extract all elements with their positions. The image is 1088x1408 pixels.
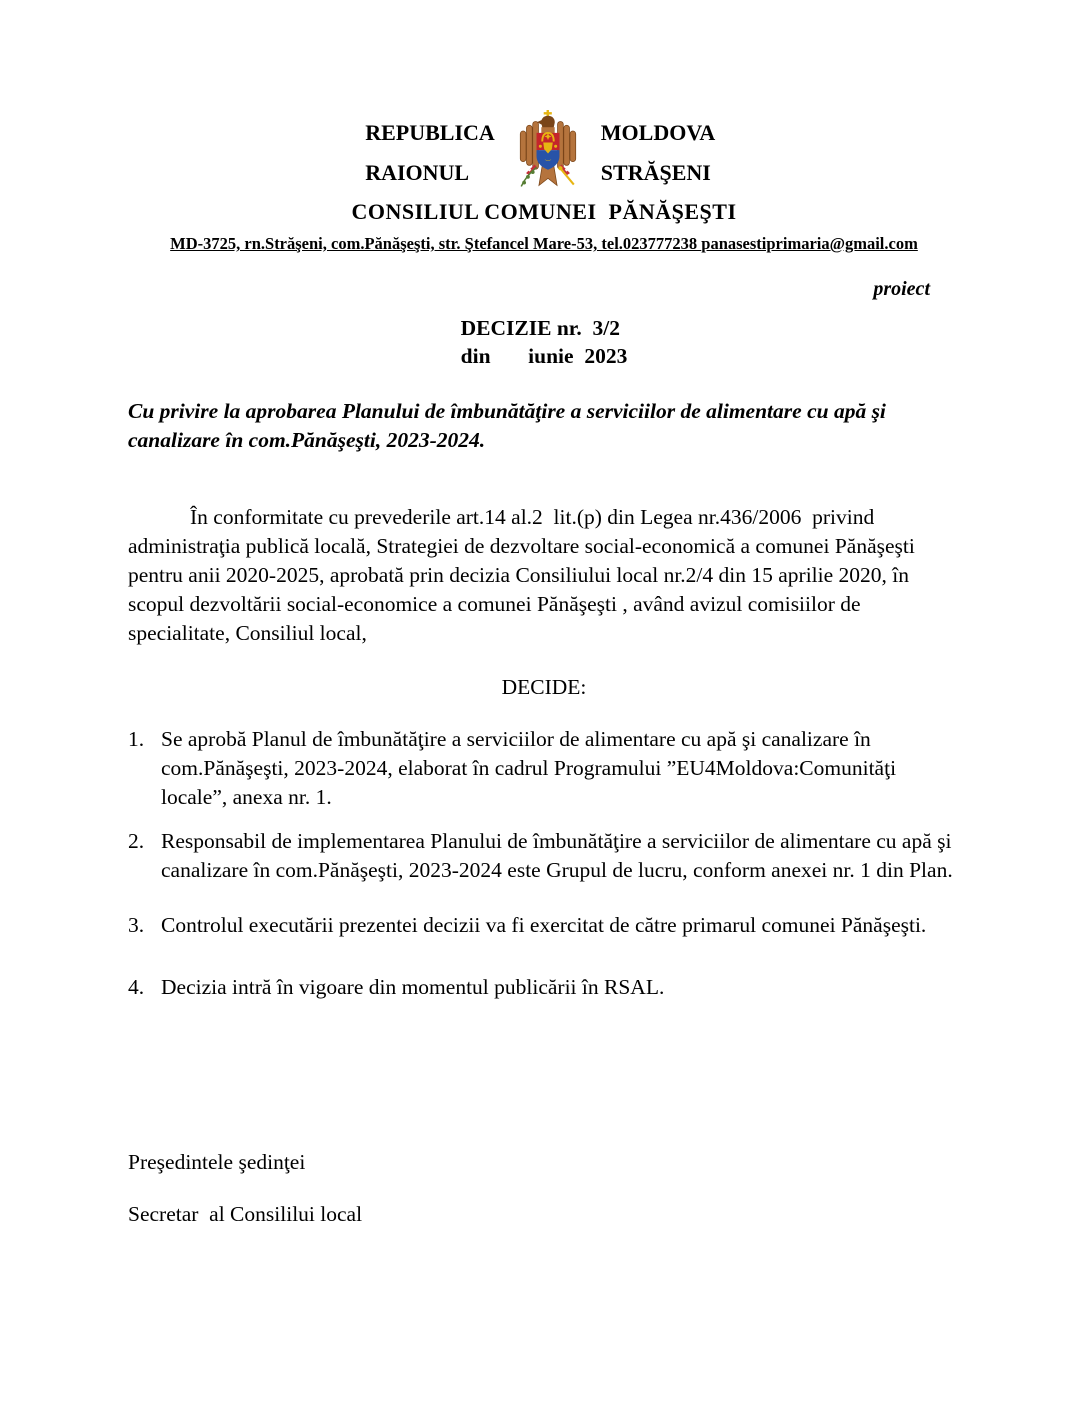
item-text: Se aprobă Planul de îmbunătăţire a serviciilor de alimentare cu apă şi canalizare în com.Pănăşeşti, 2023-2024, elaborat în cadrul Programului ”EU4Moldova:Comunităţi locale”, anexa nr. 1. <box>161 727 902 809</box>
item-number: 1. <box>128 727 145 751</box>
decision-date: din iunie 2023 <box>460 344 628 368</box>
address-text: MD-3725, rn.Străşeni, com.Pănăşeşti, str. Ştefancel Mare-53, tel.023777238 <box>170 234 702 253</box>
draft-label: proiect <box>873 278 930 300</box>
eagle-right-wing <box>557 121 575 169</box>
address-line <box>0 234 1088 254</box>
decision-item-1 <box>128 725 960 812</box>
decide-heading: DECIDE: <box>501 675 587 699</box>
preamble-paragraph: În conformitate cu prevederile art.14 al.2 lit.(p) din Legea nr.436/2006 privind administraţia publică locală, Strategiei de dezvoltare social-economică a comunei Pănăşeşti pentru anii 2020-2025, aprobată prin decizia Consiliului local nr.2/4 din 15 aprilie 2020, în scopul dezvoltării social-economice a comunei Pănăşeşti , având avizul comisiilor de specialitate, Consiliul local, <box>128 505 921 645</box>
signature-block <box>128 1148 960 1229</box>
moldova-coat-of-arms-icon <box>517 110 579 196</box>
item-text: Controlul executării prezentei decizii va fi exercitat de către primarul comunei Pănăşeşti. <box>161 913 927 937</box>
decision-number: DECIZIE nr. 3/2 <box>460 316 620 340</box>
eagle-left-wing <box>520 121 538 169</box>
org-name-raionul: RAIONUL <box>365 160 470 185</box>
org-name-republica: REPUBLICA <box>365 120 495 145</box>
decision-heading <box>0 314 1088 370</box>
email-link[interactable]: panasestiprimaria@gmail.com <box>701 234 918 253</box>
decision-items-list <box>128 725 960 1002</box>
signature-secretary: Secretar al Consililui local <box>128 1202 363 1226</box>
signature-president: Preşedintele şedinţei <box>128 1150 306 1174</box>
letterhead <box>0 0 1088 254</box>
item-text: Decizia intră în vigoare din momentul publicării în RSAL. <box>161 975 665 999</box>
decision-item-3 <box>128 911 960 940</box>
item-number: 3. <box>128 913 145 937</box>
org-name-straseni: STRĂŞENI <box>600 160 711 185</box>
decision-item-4 <box>128 973 960 1002</box>
org-name-council: CONSILIUL COMUNEI PĂNĂŞEŞTI <box>351 199 737 224</box>
item-number: 4. <box>128 975 145 999</box>
decision-subject: Cu privire la aprobarea Planului de îmbunătăţire a serviciilor de alimentare cu apă şi canalizare în com.Pănăşeşti, 2023-2024. <box>128 399 892 452</box>
decision-item-2 <box>128 827 960 885</box>
item-text: Responsabil de implementarea Planului de îmbunătăţire a serviciilor de alimentare cu apă şi canalizare în com.Pănăşeşti, 2023-2024 este Grupul de lucru, conform anexei nr. 1 din Plan. <box>161 829 957 882</box>
org-name-moldova: MOLDOVA <box>600 120 716 145</box>
item-number: 2. <box>128 829 145 853</box>
scepter-icon <box>558 166 573 184</box>
